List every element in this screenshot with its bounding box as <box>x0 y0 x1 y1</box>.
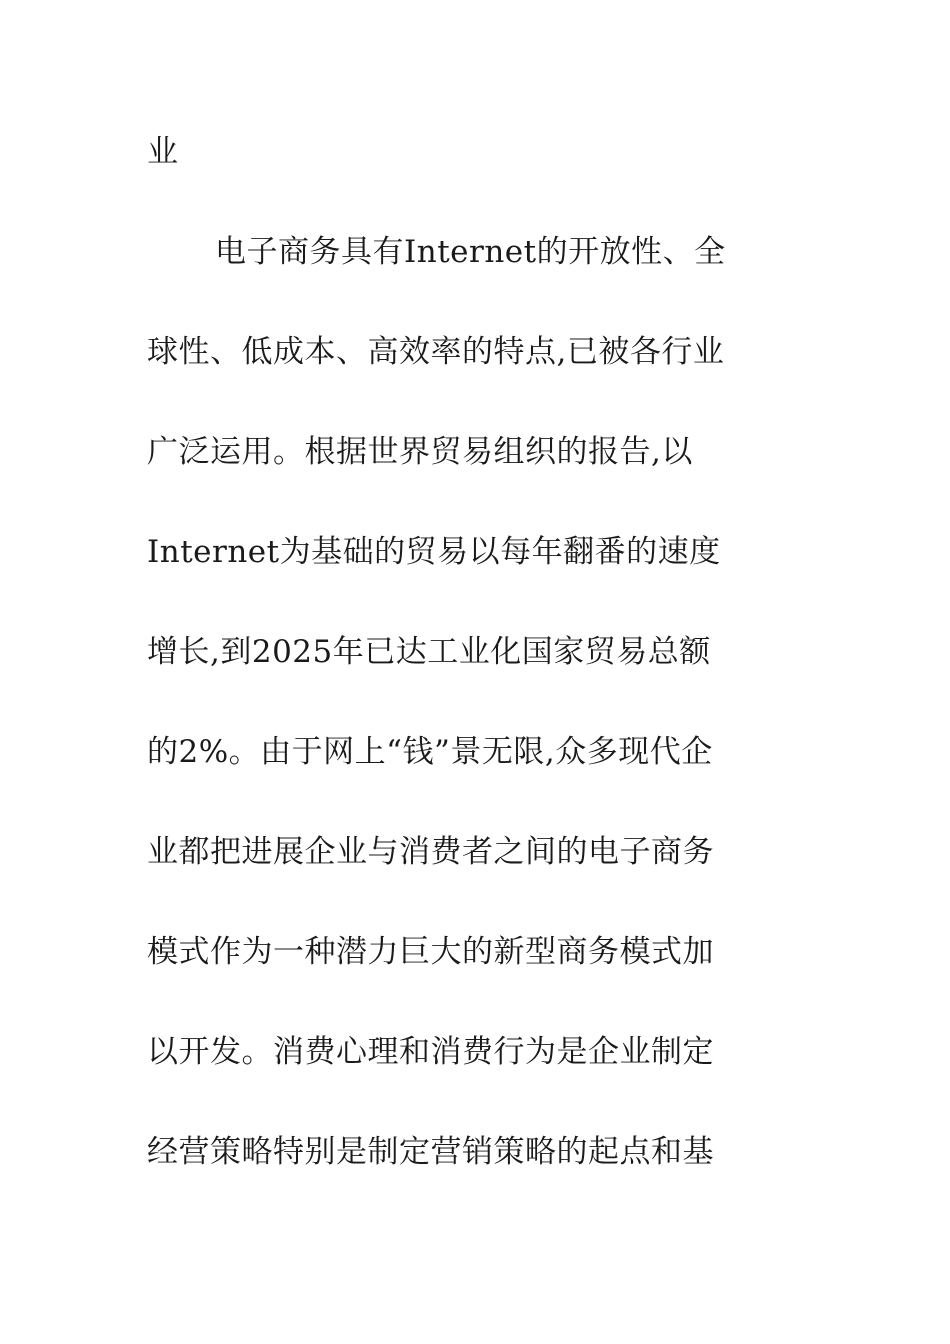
text-line-8: 业都把进展企业与消费者之间的电子商务 <box>147 834 714 870</box>
text-line-1: 业 <box>147 134 179 170</box>
text-line-6: 增长,到2025年已达工业化国家贸易总额 <box>147 634 711 670</box>
text-line-3: 球性、低成本、高效率的特点,已被各行业 <box>147 334 725 370</box>
text-line-2: 电子商务具有Internet的开放性、全 <box>215 234 726 270</box>
text-line-9: 模式作为一种潜力巨大的新型商务模式加 <box>147 934 714 970</box>
text-line-11: 经营策略特别是制定营销策略的起点和基 <box>147 1134 714 1170</box>
text-line-4: 广泛运用。根据世界贸易组织的报告,以 <box>147 434 693 470</box>
text-line-5: Internet为基础的贸易以每年翻番的速度 <box>147 534 721 570</box>
text-line-10: 以开发。消费心理和消费行为是企业制定 <box>147 1034 714 1070</box>
text-line-7: 的2%。由于网上“钱”景无限,众多现代企 <box>147 734 713 770</box>
